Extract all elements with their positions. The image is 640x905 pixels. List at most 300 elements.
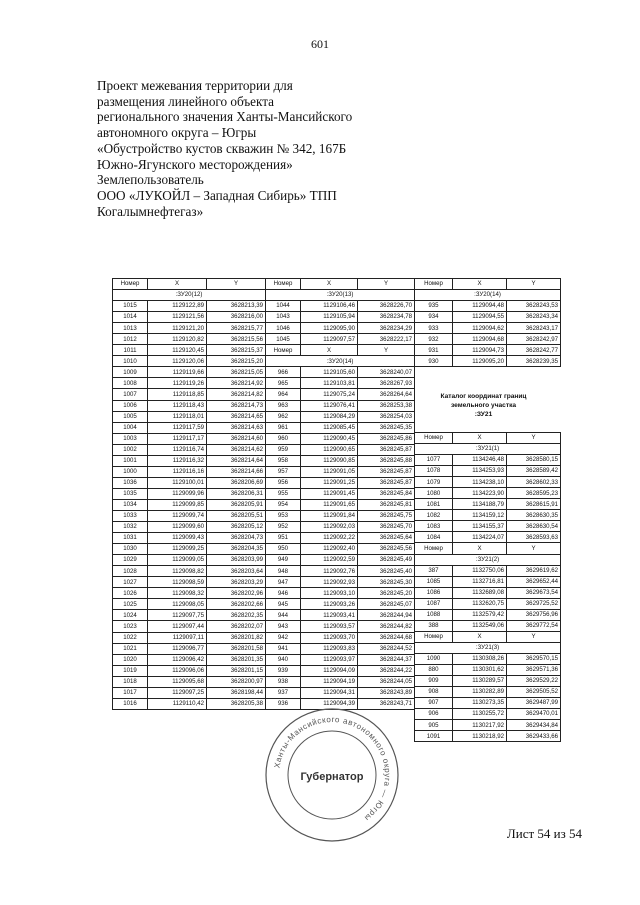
point-number: 957 xyxy=(266,466,301,477)
point-number: 906 xyxy=(415,709,453,720)
point-number: 1024 xyxy=(113,610,148,621)
point-number: 1086 xyxy=(415,587,453,598)
x-coordinate: 1129095,20 xyxy=(453,356,507,367)
y-coordinate: 3628244,68 xyxy=(358,632,415,643)
column-header-number: Номер xyxy=(266,279,301,290)
point-number: 1010 xyxy=(113,356,148,367)
x-coordinate: 1130217,92 xyxy=(453,720,507,731)
table-row xyxy=(415,334,561,345)
point-number: 936 xyxy=(266,698,301,709)
x-coordinate: 1134188,79 xyxy=(453,499,507,510)
y-coordinate: 3628244,05 xyxy=(358,676,415,687)
x-coordinate: 1129092,76 xyxy=(301,566,358,577)
plot-group-label: :ЗУ20(14) xyxy=(266,356,415,367)
point-number: 1032 xyxy=(113,522,148,533)
table-row xyxy=(113,643,266,654)
point-number: 956 xyxy=(266,477,301,488)
y-coordinate: 3629673,54 xyxy=(507,587,561,598)
y-coordinate: 3629725,52 xyxy=(507,598,561,609)
x-coordinate: 1129099,60 xyxy=(148,522,207,533)
y-coordinate: 3628222,17 xyxy=(358,334,415,345)
point-number: 937 xyxy=(266,687,301,698)
table-row xyxy=(113,510,266,521)
x-coordinate: 1132750,06 xyxy=(453,565,507,576)
point-number: 1090 xyxy=(415,653,453,664)
x-coordinate: 1129099,43 xyxy=(148,533,207,544)
table-row xyxy=(113,544,266,555)
y-coordinate: 3628234,78 xyxy=(358,312,415,323)
x-coordinate: 1129099,25 xyxy=(148,544,207,555)
x-coordinate: 1129103,81 xyxy=(301,378,358,389)
heading-line: ООО «ЛУКОЙЛ – Западная Сибирь» ТПП xyxy=(97,187,337,203)
point-number: 1077 xyxy=(415,455,453,466)
table-row xyxy=(113,555,266,566)
table-row xyxy=(415,499,561,510)
point-number: 1029 xyxy=(113,555,148,566)
heading-line: Землепользователь xyxy=(97,172,204,188)
point-number: 952 xyxy=(266,522,301,533)
x-coordinate: 1134246,48 xyxy=(453,455,507,466)
heading-line: Проект межевания территории для xyxy=(97,78,293,93)
plot-group-label: :ЗУ21(1) xyxy=(415,444,561,455)
x-coordinate: 1134159,12 xyxy=(453,510,507,521)
y-coordinate: 3628205,91 xyxy=(207,499,266,510)
table-row xyxy=(113,422,266,433)
point-number: 934 xyxy=(415,312,453,323)
table-row xyxy=(113,378,266,389)
y-coordinate: 3628245,75 xyxy=(358,510,415,521)
y-coordinate: 3628204,35 xyxy=(207,544,266,555)
coordinates-table-2 xyxy=(265,278,415,710)
boundary-title-line: Каталог координат границ xyxy=(440,393,527,400)
table-row xyxy=(266,621,415,632)
y-coordinate: 3628244,22 xyxy=(358,665,415,676)
x-coordinate: 1129093,57 xyxy=(301,621,358,632)
column-header-x: X xyxy=(148,279,207,290)
y-coordinate: 3628244,82 xyxy=(358,621,415,632)
y-coordinate: 3628202,96 xyxy=(207,588,266,599)
point-number: 1091 xyxy=(415,731,453,742)
table-row xyxy=(113,488,266,499)
point-number: 1035 xyxy=(113,488,148,499)
x-coordinate: 1129094,19 xyxy=(301,676,358,687)
heading-line: регионального значения Ханты-Мансийского xyxy=(97,109,353,125)
y-coordinate: 3629571,36 xyxy=(507,664,561,675)
table-row xyxy=(113,477,266,488)
y-coordinate: 3629652,44 xyxy=(507,576,561,587)
x-coordinate: 1129092,59 xyxy=(301,555,358,566)
y-coordinate: 3628203,29 xyxy=(207,577,266,588)
table-header-row xyxy=(415,543,561,554)
y-coordinate: 3629434,84 xyxy=(507,720,561,731)
x-coordinate: 1129091,65 xyxy=(301,499,358,510)
y-coordinate: 3628267,93 xyxy=(358,378,415,389)
heading-line: «Обустройство кустов скважин № 342, 167Б xyxy=(97,140,347,156)
point-number: 1016 xyxy=(113,698,148,709)
x-coordinate: 1129091,45 xyxy=(301,488,358,499)
page-number: 601 xyxy=(311,37,329,51)
y-coordinate: 3629529,22 xyxy=(507,676,561,687)
table-row xyxy=(266,665,415,676)
point-number: 1036 xyxy=(113,477,148,488)
y-coordinate: 3628243,34 xyxy=(507,312,561,323)
y-coordinate: 3628203,64 xyxy=(207,566,266,577)
point-number: 1003 xyxy=(113,433,148,444)
x-coordinate: 1129116,74 xyxy=(148,444,207,455)
y-coordinate: 3628214,92 xyxy=(207,378,266,389)
point-number: 1027 xyxy=(113,577,148,588)
x-coordinate: 1129085,45 xyxy=(301,422,358,433)
y-coordinate: 3629619,62 xyxy=(507,565,561,576)
point-number: 950 xyxy=(266,544,301,555)
point-number: 961 xyxy=(266,422,301,433)
plot-group-row xyxy=(415,290,561,301)
plot-group-row xyxy=(415,444,561,455)
point-number: 1015 xyxy=(113,301,148,312)
table-row xyxy=(415,466,561,477)
point-number: 964 xyxy=(266,389,301,400)
point-number: 941 xyxy=(266,643,301,654)
x-coordinate: 1130301,62 xyxy=(453,664,507,675)
column-header-x: X xyxy=(453,631,507,642)
table-row xyxy=(113,566,266,577)
x-coordinate: 1129092,03 xyxy=(301,522,358,533)
y-coordinate: 3628244,37 xyxy=(358,654,415,665)
coordinates-table-3 xyxy=(414,278,561,367)
table-row xyxy=(266,643,415,654)
x-coordinate: 1129093,26 xyxy=(301,599,358,610)
y-coordinate: 3628253,38 xyxy=(358,400,415,411)
y-coordinate: 3628630,54 xyxy=(507,521,561,532)
x-coordinate: 1130255,72 xyxy=(453,709,507,720)
point-number: 1017 xyxy=(113,687,148,698)
x-coordinate: 1134253,93 xyxy=(453,466,507,477)
x-coordinate: 1129090,85 xyxy=(301,455,358,466)
point-number: 1004 xyxy=(113,422,148,433)
y-coordinate: 3628245,86 xyxy=(358,433,415,444)
x-coordinate: 1129094,31 xyxy=(301,687,358,698)
boundary-catalog-title xyxy=(414,392,553,419)
y-coordinate: 3628245,81 xyxy=(358,499,415,510)
point-number: 1025 xyxy=(113,599,148,610)
table-row xyxy=(266,455,415,466)
x-coordinate: 1129120,82 xyxy=(148,334,207,345)
y-coordinate: 3628206,69 xyxy=(207,477,266,488)
x-coordinate: 1129094,73 xyxy=(453,345,507,356)
table-row xyxy=(415,598,561,609)
x-coordinate: 1132549,06 xyxy=(453,620,507,631)
x-coordinate: 1129091,05 xyxy=(301,466,358,477)
point-number: 1079 xyxy=(415,477,453,488)
y-coordinate: 3628214,82 xyxy=(207,389,266,400)
table-row xyxy=(415,731,561,742)
y-coordinate: 3628245,49 xyxy=(358,555,415,566)
point-number: 1082 xyxy=(415,510,453,521)
column-header-x: X xyxy=(453,433,507,444)
table-row xyxy=(266,411,415,422)
point-number: 1044 xyxy=(266,301,301,312)
point-number: 1018 xyxy=(113,676,148,687)
table-row xyxy=(113,533,266,544)
column-header-y: Y xyxy=(507,433,561,444)
table-row xyxy=(113,499,266,510)
coordinates-table-4 xyxy=(414,432,561,742)
point-number: 935 xyxy=(415,301,453,312)
point-number: 966 xyxy=(266,367,301,378)
table-row xyxy=(415,709,561,720)
table-row xyxy=(266,477,415,488)
table-row xyxy=(266,610,415,621)
point-number: 1085 xyxy=(415,576,453,587)
point-number: 1087 xyxy=(415,598,453,609)
point-number: 1009 xyxy=(113,367,148,378)
table-row xyxy=(113,312,266,323)
point-number: 955 xyxy=(266,488,301,499)
x-coordinate: 1129092,22 xyxy=(301,533,358,544)
y-coordinate: 3628245,87 xyxy=(358,466,415,477)
point-number: 932 xyxy=(415,334,453,345)
y-coordinate: 3628201,35 xyxy=(207,654,266,665)
point-number: 940 xyxy=(266,654,301,665)
x-coordinate: 1129119,26 xyxy=(148,378,207,389)
table-row xyxy=(113,389,266,400)
y-coordinate: 3628215,05 xyxy=(207,367,266,378)
point-number: 958 xyxy=(266,455,301,466)
table-row xyxy=(113,577,266,588)
x-coordinate: 1130218,92 xyxy=(453,731,507,742)
x-coordinate: 1129094,55 xyxy=(453,312,507,323)
plot-group-label: :ЗУ20(13) xyxy=(266,290,415,301)
point-number: 1081 xyxy=(415,499,453,510)
x-coordinate: 1129097,11 xyxy=(148,632,207,643)
table-row xyxy=(113,444,266,455)
x-coordinate: 1132716,81 xyxy=(453,576,507,587)
point-number: 1088 xyxy=(415,609,453,620)
table-row xyxy=(113,665,266,676)
point-number: 1023 xyxy=(113,621,148,632)
plot-group-row xyxy=(113,290,266,301)
table-row xyxy=(113,334,266,345)
point-number: 1006 xyxy=(113,400,148,411)
heading-line: автономного округа – Югры xyxy=(97,125,257,141)
point-number: 931 xyxy=(415,345,453,356)
y-coordinate: 3628205,51 xyxy=(207,510,266,521)
table-row xyxy=(266,488,415,499)
table-row xyxy=(266,577,415,588)
point-number: 1019 xyxy=(113,665,148,676)
point-number: 1083 xyxy=(415,521,453,532)
y-coordinate: 3628245,35 xyxy=(358,422,415,433)
x-coordinate: 1129120,06 xyxy=(148,356,207,367)
point-number: 1084 xyxy=(415,532,453,543)
point-number: 942 xyxy=(266,632,301,643)
table-row xyxy=(266,522,415,533)
table-row xyxy=(266,312,415,323)
table-row xyxy=(415,576,561,587)
y-coordinate: 3628202,35 xyxy=(207,610,266,621)
y-coordinate: 3628201,15 xyxy=(207,665,266,676)
point-number: 387 xyxy=(415,565,453,576)
x-coordinate: 1129116,32 xyxy=(148,455,207,466)
point-number: 1034 xyxy=(113,499,148,510)
x-coordinate: 1129097,44 xyxy=(148,621,207,632)
x-coordinate: 1129097,75 xyxy=(148,610,207,621)
x-coordinate: 1129093,83 xyxy=(301,643,358,654)
x-coordinate: 1129091,84 xyxy=(301,510,358,521)
y-coordinate: 3628595,23 xyxy=(507,488,561,499)
x-coordinate: 1129094,09 xyxy=(301,665,358,676)
table-row xyxy=(113,466,266,477)
table-row xyxy=(113,654,266,665)
table-row xyxy=(415,698,561,709)
y-coordinate: 3628244,52 xyxy=(358,643,415,654)
y-coordinate: 3628214,64 xyxy=(207,455,266,466)
x-coordinate: 1129105,94 xyxy=(301,312,358,323)
table-row xyxy=(113,433,266,444)
point-number: 908 xyxy=(415,687,453,698)
plot-group-label: :ЗУ20(12) xyxy=(113,290,266,301)
table-header-row xyxy=(266,279,415,290)
y-coordinate: 3628244,94 xyxy=(358,610,415,621)
y-coordinate: 3628243,89 xyxy=(358,687,415,698)
point-number: 959 xyxy=(266,444,301,455)
x-coordinate: 1129121,20 xyxy=(148,323,207,334)
column-header-number: Номер xyxy=(415,433,453,444)
y-coordinate: 3628245,87 xyxy=(358,444,415,455)
point-number: 1008 xyxy=(113,378,148,389)
x-coordinate: 1129099,96 xyxy=(148,488,207,499)
x-coordinate: 1129097,25 xyxy=(148,687,207,698)
heading-line: Когалымнефтегаз» xyxy=(97,203,204,219)
y-coordinate: 3628202,66 xyxy=(207,599,266,610)
seal-ring-text: Ханты-Мансийского автономного округа — Югры xyxy=(272,714,393,823)
table-row xyxy=(415,521,561,532)
x-coordinate: 1134155,37 xyxy=(453,521,507,532)
x-coordinate: 1129093,70 xyxy=(301,632,358,643)
heading-line: Южно-Ягунского месторождения» xyxy=(97,156,293,172)
point-number: 949 xyxy=(266,555,301,566)
x-coordinate: 1129095,68 xyxy=(148,676,207,687)
table-row xyxy=(415,488,561,499)
y-coordinate: 3628242,77 xyxy=(507,345,561,356)
y-coordinate: 3628216,00 xyxy=(207,312,266,323)
plot-group-label: :ЗУ21(2) xyxy=(415,554,561,565)
x-coordinate: 1129093,10 xyxy=(301,588,358,599)
y-coordinate: 3628245,30 xyxy=(358,577,415,588)
table-row xyxy=(113,455,266,466)
boundary-title-line: земельного участка xyxy=(450,402,517,409)
y-coordinate: 3628589,42 xyxy=(507,466,561,477)
table-row xyxy=(266,323,415,334)
point-number: 938 xyxy=(266,676,301,687)
x-coordinate: 1130289,57 xyxy=(453,676,507,687)
plot-group-row xyxy=(266,290,415,301)
y-coordinate: 3628214,73 xyxy=(207,400,266,411)
table-row xyxy=(266,555,415,566)
column-header-y: Y xyxy=(207,279,266,290)
y-coordinate: 3628245,84 xyxy=(358,488,415,499)
x-coordinate: 1129099,74 xyxy=(148,510,207,521)
x-coordinate: 1129093,41 xyxy=(301,610,358,621)
y-coordinate: 3628226,70 xyxy=(358,301,415,312)
y-coordinate: 3628205,12 xyxy=(207,522,266,533)
x-coordinate: 1129092,93 xyxy=(301,577,358,588)
table-row xyxy=(415,510,561,521)
table-row xyxy=(113,345,266,356)
y-coordinate: 3628214,60 xyxy=(207,433,266,444)
column-header-number: Номер xyxy=(113,279,148,290)
x-coordinate: 1129106,46 xyxy=(301,301,358,312)
x-coordinate: 1129118,01 xyxy=(148,411,207,422)
table-header-row xyxy=(113,279,266,290)
y-coordinate: 3628243,71 xyxy=(358,698,415,709)
point-number: 930 xyxy=(415,356,453,367)
y-coordinate: 3628245,20 xyxy=(358,588,415,599)
point-number: 946 xyxy=(266,588,301,599)
x-coordinate: 1132579,42 xyxy=(453,609,507,620)
column-header-number: Номер xyxy=(415,543,453,554)
table-row xyxy=(266,588,415,599)
y-coordinate: 3628245,88 xyxy=(358,455,415,466)
x-coordinate: 1129097,57 xyxy=(301,334,358,345)
x-coordinate: 1129096,77 xyxy=(148,643,207,654)
y-coordinate: 3629433,66 xyxy=(507,731,561,742)
x-coordinate: 1129096,06 xyxy=(148,665,207,676)
table-header-row xyxy=(415,279,561,290)
y-coordinate: 3629470,01 xyxy=(507,709,561,720)
point-number: 909 xyxy=(415,676,453,687)
table-row xyxy=(415,301,561,312)
table-row xyxy=(266,632,415,643)
table-row xyxy=(415,609,561,620)
column-header-x: X xyxy=(301,345,358,356)
point-number: 905 xyxy=(415,720,453,731)
table-row xyxy=(266,687,415,698)
table-row xyxy=(113,400,266,411)
point-number: 944 xyxy=(266,610,301,621)
point-number: 1021 xyxy=(113,643,148,654)
y-coordinate: 3629570,15 xyxy=(507,653,561,664)
x-coordinate: 1129093,97 xyxy=(301,654,358,665)
table-row xyxy=(266,367,415,378)
x-coordinate: 1129084,29 xyxy=(301,411,358,422)
point-number: 1026 xyxy=(113,588,148,599)
table-row xyxy=(113,698,266,709)
x-coordinate: 1132620,75 xyxy=(453,598,507,609)
x-coordinate: 1129118,43 xyxy=(148,400,207,411)
y-coordinate: 3629756,96 xyxy=(507,609,561,620)
point-number: 1030 xyxy=(113,544,148,555)
table-row xyxy=(266,466,415,477)
point-number: 1007 xyxy=(113,389,148,400)
table-row xyxy=(266,499,415,510)
table-row xyxy=(113,687,266,698)
seal-center-text: Губернатор xyxy=(300,771,364,783)
x-coordinate: 1129122,89 xyxy=(148,301,207,312)
point-number: 1001 xyxy=(113,455,148,466)
y-coordinate: 3629505,52 xyxy=(507,687,561,698)
column-header-y: Y xyxy=(507,279,561,290)
x-coordinate: 1129094,48 xyxy=(453,301,507,312)
table-row xyxy=(113,323,266,334)
column-header-x: X xyxy=(301,279,358,290)
y-coordinate: 3628205,38 xyxy=(207,698,266,709)
table-row xyxy=(266,566,415,577)
x-coordinate: 1129075,24 xyxy=(301,389,358,400)
x-coordinate: 1129120,45 xyxy=(148,345,207,356)
y-coordinate: 3628630,35 xyxy=(507,510,561,521)
y-coordinate: 3628204,73 xyxy=(207,533,266,544)
